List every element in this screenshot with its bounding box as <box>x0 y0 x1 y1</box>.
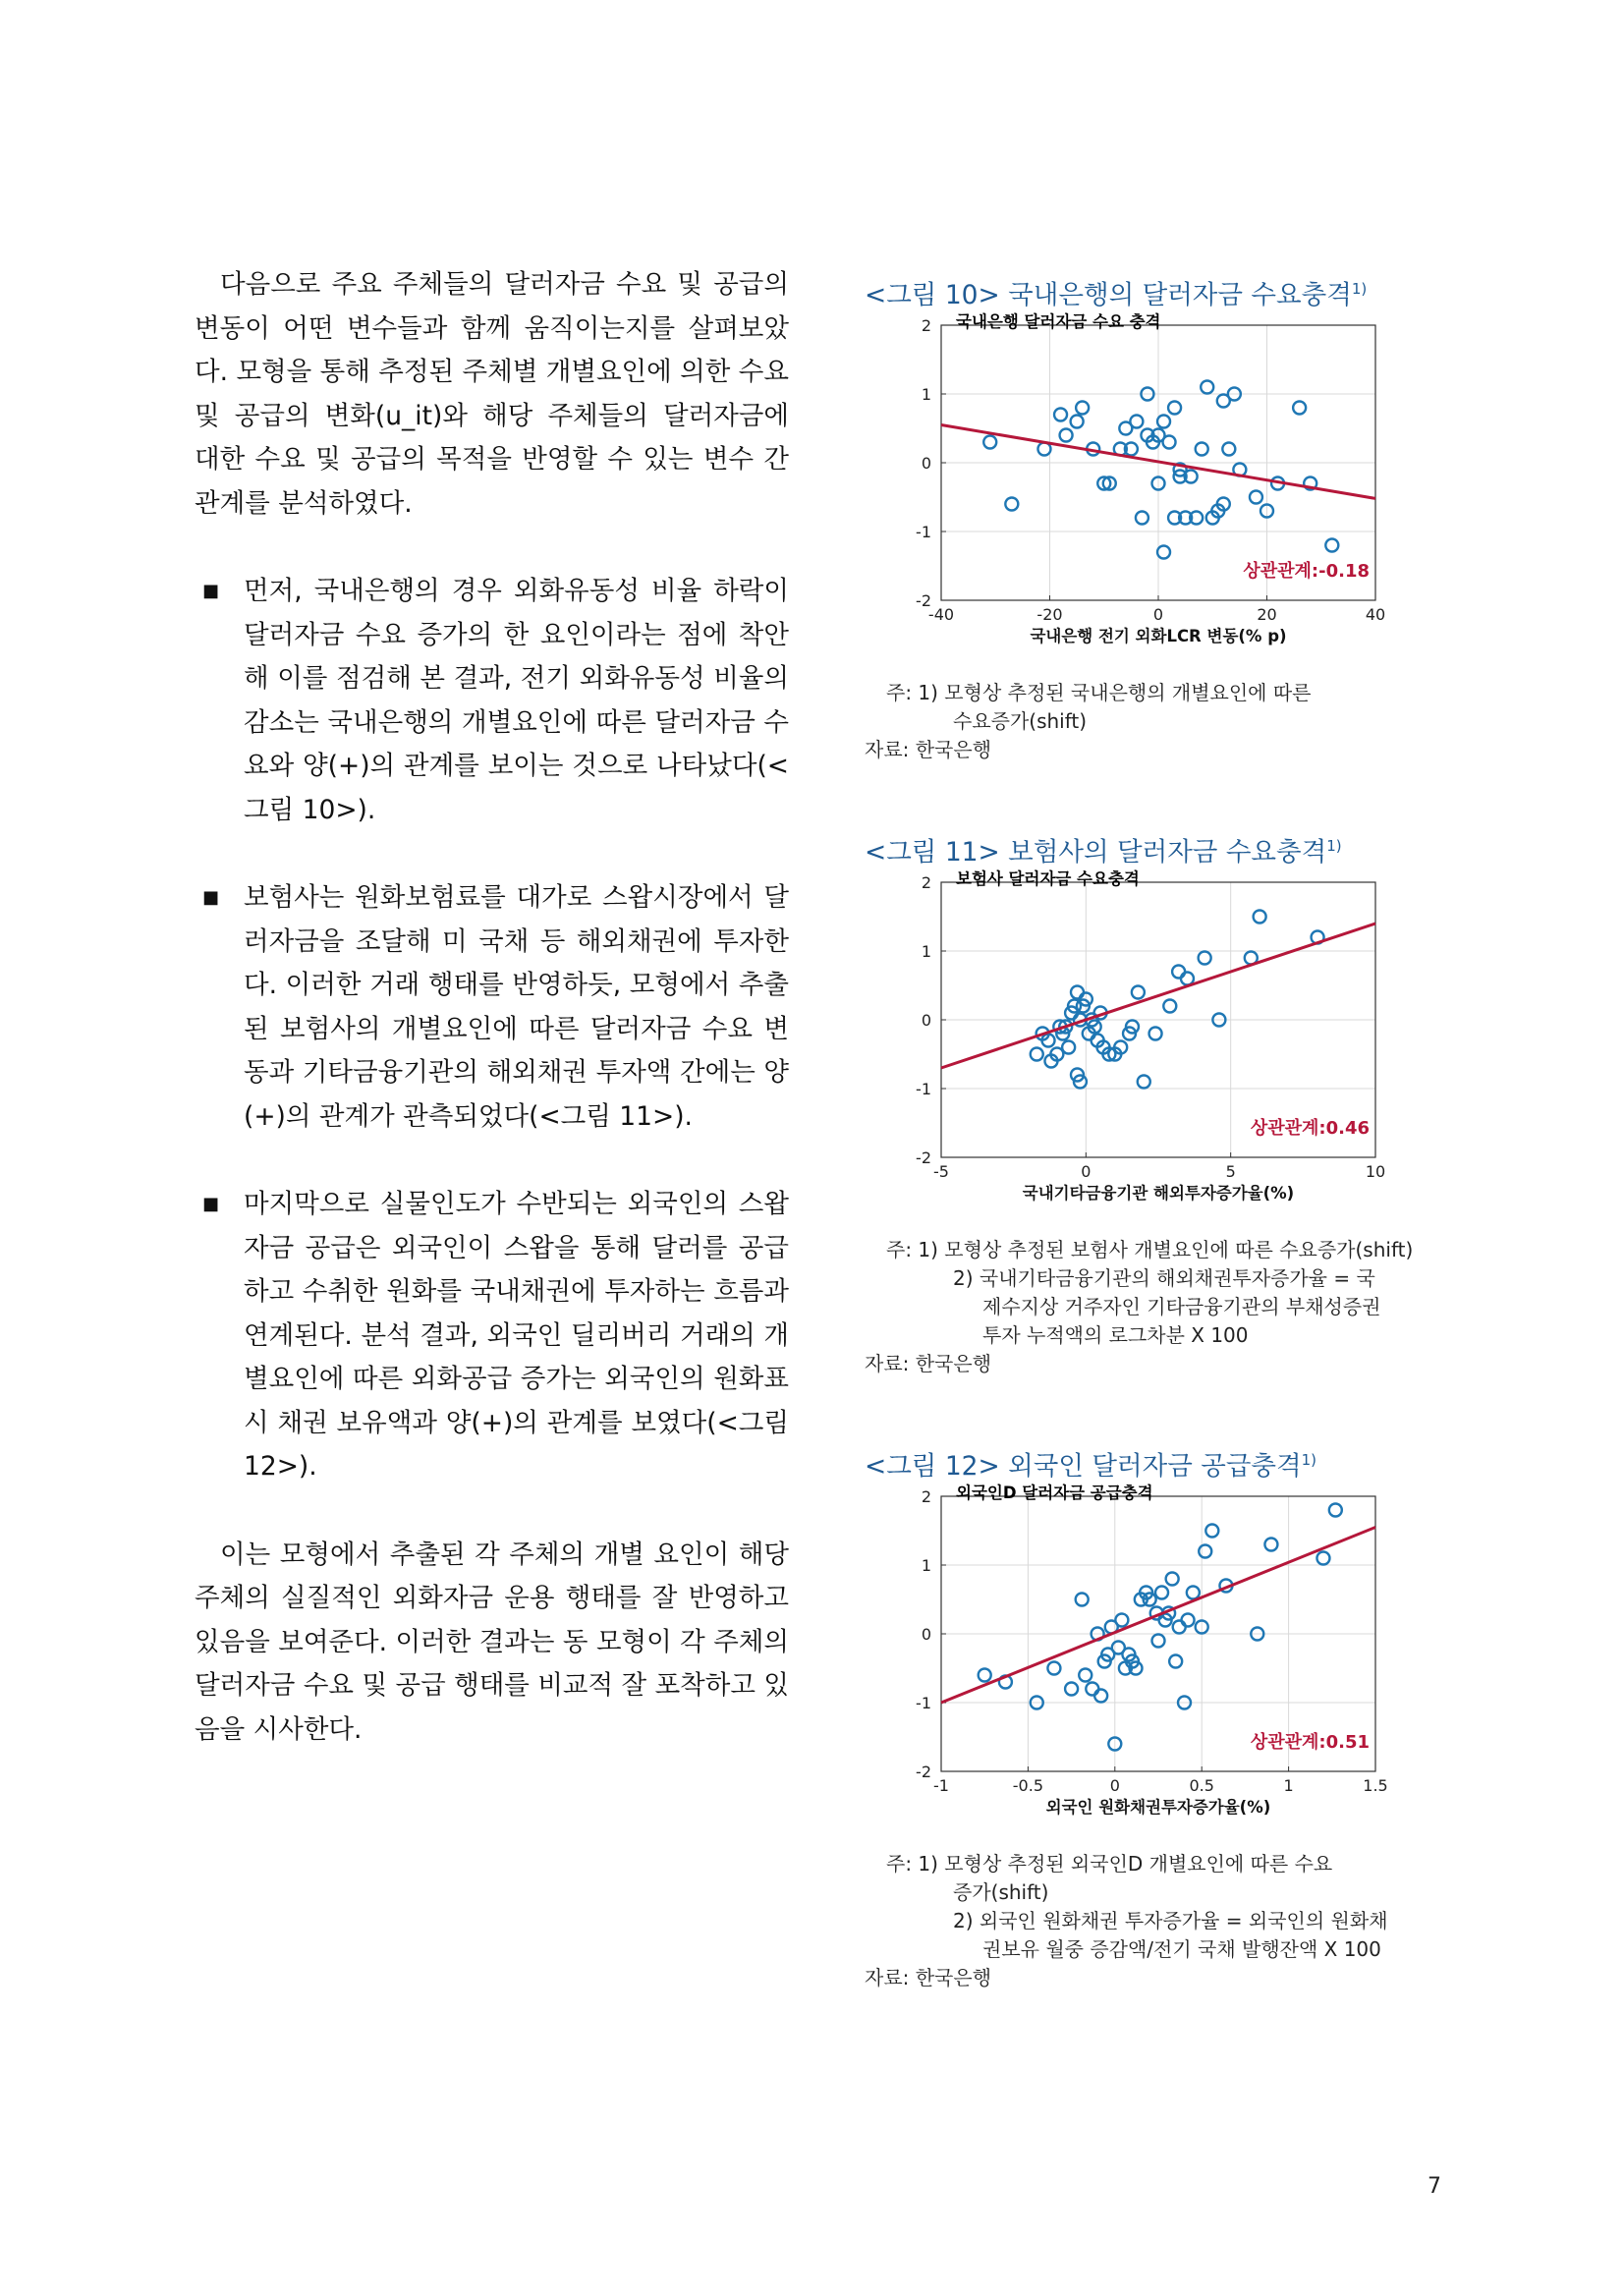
x-tick-label: -0.5 <box>1012 1776 1044 1795</box>
data-point <box>1132 986 1145 999</box>
chart-figure-12 <box>865 1483 1415 1856</box>
data-point <box>1316 1552 1329 1565</box>
x-tick-label: 1 <box>1283 1776 1294 1795</box>
x-tick-label: -1 <box>933 1776 949 1795</box>
data-point <box>1071 416 1084 428</box>
x-tick-label: 0 <box>1109 1776 1120 1795</box>
data-point <box>1005 498 1018 511</box>
data-point <box>1071 986 1084 999</box>
note-line: 주: 1) 모형상 추정된 국내은행의 개별요인에 따른 <box>886 681 1312 704</box>
y-tick-label: 0 <box>921 454 931 473</box>
x-tick-label: 0 <box>1152 605 1164 624</box>
correlation-label: 상관관계:0.51 <box>1250 1732 1370 1753</box>
fit-line <box>941 924 1375 1068</box>
note-line: 수요증가(shift) <box>953 709 1088 733</box>
data-point <box>1054 409 1067 421</box>
chart-title: 국내은행 달러자금 수요 충격 <box>956 312 1161 331</box>
bullet-foreigners: ■ 마지막으로 실물인도가 수반되는 외국인의 스왑자금 공급은 외국인이 스왑을 통해 달러를 공급하고 수취한 원화를 국내채권에 투자하는 흐름과 연계된다. 분석 결과, 외국인 딜리버리 거래의 개별요인에 따른 외화공급 증가는 외국인의 원화표시 채권 보유액과 양(+)의 관계를 보였다(<그림 12>). <box>195 1183 789 1489</box>
figure-title: <그림 12> 외국인 달러자금 공급충격$^{1)}$ <box>865 1451 1317 1482</box>
figure-title: <그림 10> 국내은행의 달러자금 수요충격$^{1)}$ <box>865 280 1368 310</box>
y-tick-label: -1 <box>916 523 931 541</box>
data-point <box>1329 1504 1342 1517</box>
x-axis-label: 국내기타금융기관 해외투자증가율(%) <box>1022 1184 1295 1203</box>
chart-figure-10 <box>865 311 1415 685</box>
data-point <box>1060 429 1073 442</box>
data-point <box>1163 436 1176 449</box>
data-point <box>1157 546 1170 559</box>
data-point <box>1264 1539 1277 1551</box>
chart-title: 보험사 달러자금 수요충격 <box>956 869 1140 888</box>
data-point <box>1182 1614 1195 1627</box>
data-point <box>1062 1041 1075 1054</box>
data-point <box>1163 1000 1176 1013</box>
body-text <box>195 263 789 1752</box>
intro-paragraph: 다음으로 주요 주체들의 달러자금 수요 및 공급의 변동이 어떤 변수들과 함께 움직이는지를 살펴보았다. 모형을 통해 추정된 주체별 개별요인에 의한 수요 및 공급의 변화(u_it)와 해당 주체들의 달러자금에 대한 수요 및 공급의 목적을 반영할 수 있는 변수 간 관계를 분석하였다. <box>195 269 789 519</box>
bullet-marker: ■ <box>202 581 220 601</box>
data-point <box>979 1669 991 1682</box>
figure-notes <box>865 679 1434 764</box>
y-tick-label: -1 <box>916 1080 931 1098</box>
figure-11 <box>865 830 1434 1378</box>
data-point <box>1152 1635 1165 1648</box>
correlation-label: 상관관계:-0.18 <box>1243 561 1370 582</box>
note-line: 주: 1) 모형상 추정된 외국인D 개별요인에 따른 수요 <box>886 1852 1333 1876</box>
data-point <box>1181 973 1194 985</box>
bullet-banks: ■ 먼저, 국내은행의 경우 외화유동성 비율 하락이 달러자금 수요 증가의 한 요인이라는 점에 착안해 이를 점검해 본 결과, 전기 외화유동성 비율의 감소는 국내은행의 개별요인에 따른 달러자금 수요와 양(+)의 관계를 보이는 것으로 나타났다(<그림 10>). <box>195 570 789 832</box>
data-point <box>1196 443 1208 456</box>
data-point <box>1094 1690 1107 1703</box>
data-point <box>1199 1545 1211 1558</box>
data-point <box>1166 1573 1179 1586</box>
note-line: 2) 국내기타금융기관의 해외채권투자증가율 = 국 <box>953 1266 1375 1290</box>
x-tick-label: 5 <box>1225 1162 1236 1181</box>
data-point <box>1076 402 1089 415</box>
y-tick-label: -2 <box>916 1763 931 1781</box>
data-point <box>1031 1048 1043 1061</box>
data-point <box>1079 1669 1092 1682</box>
x-tick-label: -40 <box>927 605 955 624</box>
x-tick-label: 1.5 <box>1363 1776 1388 1795</box>
data-point <box>1065 1683 1078 1696</box>
y-tick-label: -1 <box>916 1694 931 1712</box>
data-point <box>1047 1662 1060 1675</box>
correlation-label: 상관관계:0.46 <box>1250 1118 1370 1139</box>
x-tick-label: 40 <box>1365 605 1386 624</box>
y-tick-label: 1 <box>921 1556 931 1575</box>
y-tick-label: -2 <box>916 1148 931 1167</box>
figure-notes <box>865 1850 1434 1992</box>
data-point <box>1222 443 1235 456</box>
fit-line <box>941 1528 1375 1704</box>
x-tick-label: 10 <box>1365 1162 1386 1181</box>
data-point <box>1169 1655 1182 1668</box>
x-tick-label: 0.5 <box>1189 1776 1214 1795</box>
bullet-insurers: ■ 보험사는 원화보험료를 대가로 스왑시장에서 달러자금을 조달해 미 국채 등 해외채권에 투자한다. 이러한 거래 행태를 반영하듯, 모형에서 추출된 보험사의 개별요인에 따른 달러자금 수요 변동과 기타금융기관의 해외채권 투자액 간에는 양(+)의 관계가 관측되었다(<그림 11>). <box>195 876 789 1139</box>
figure-title: <그림 11> 보험사의 달러자금 수요충격$^{1)}$ <box>865 837 1342 868</box>
note-line: 증가(shift) <box>953 1880 1049 1904</box>
data-point <box>1187 1587 1200 1599</box>
figure-notes <box>865 1236 1434 1378</box>
source-line: 자료: 한국은행 <box>865 738 992 761</box>
x-axis-label: 국내은행 전기 외화LCR 변동(% p) <box>1030 627 1287 645</box>
data-point <box>1086 1683 1098 1696</box>
y-tick-label: 2 <box>921 1487 931 1506</box>
y-tick-label: 0 <box>921 1011 931 1030</box>
conclusion-paragraph: 이는 모형에서 추출된 각 주체의 개별 요인이 해당 주체의 실질적인 외화자금 운용 행태를 잘 반영하고 있음을 보여준다. 이러한 결과는 동 모형이 각 주체의 달러자금 수요 및 공급 행태를 비교적 잘 포착하고 있음을 시사한다. <box>195 1539 789 1745</box>
chart-figure-11 <box>865 868 1415 1242</box>
note-line: 주: 1) 모형상 추정된 보험사 개별요인에 따른 수요증가(shift) <box>886 1238 1414 1261</box>
note-line: 제수지상 거주자인 기타금융기관의 부채성증권 <box>982 1295 1381 1318</box>
note-line: 권보유 월중 증감액/전기 국채 발행잔액 X 100 <box>982 1937 1381 1961</box>
source-line: 자료: 한국은행 <box>865 1352 992 1375</box>
source-line: 자료: 한국은행 <box>865 1966 992 1989</box>
x-tick-label: -20 <box>1036 605 1063 624</box>
note-line: 투자 누적액의 로그차분 X 100 <box>982 1323 1249 1347</box>
data-point <box>1199 952 1211 965</box>
data-point <box>1168 402 1181 415</box>
data-point <box>1130 416 1143 428</box>
data-point <box>1201 381 1213 394</box>
data-point <box>1155 1587 1168 1599</box>
data-point <box>1254 911 1266 924</box>
data-point <box>1157 416 1170 428</box>
data-point <box>983 436 996 449</box>
x-tick-label: -5 <box>933 1162 949 1181</box>
chart-title: 외국인D 달러자금 공급충격 <box>956 1484 1153 1502</box>
data-point <box>1250 491 1262 504</box>
figure-10 <box>865 273 1434 764</box>
data-point <box>1136 512 1148 525</box>
x-axis-label: 외국인 원화채권투자증가율(%) <box>1045 1798 1271 1817</box>
data-point <box>1173 1621 1186 1634</box>
y-tick-label: -2 <box>916 591 931 610</box>
x-tick-label: 20 <box>1257 605 1277 624</box>
note-line: 2) 외국인 원화채권 투자증가율 = 외국인의 원화채 <box>953 1909 1388 1932</box>
data-point <box>1076 1594 1089 1606</box>
data-point <box>1115 1614 1128 1627</box>
y-tick-label: 1 <box>921 942 931 961</box>
data-point <box>1325 539 1338 552</box>
data-point <box>1205 1525 1218 1538</box>
page-number: 7 <box>1428 2174 1441 2199</box>
data-point <box>1149 1028 1162 1040</box>
data-point <box>1293 402 1306 415</box>
bullet-marker: ■ <box>202 887 220 908</box>
y-tick-label: 1 <box>921 385 931 404</box>
data-point <box>1172 966 1185 979</box>
bullet-marker: ■ <box>202 1194 220 1214</box>
y-tick-label: 0 <box>921 1625 931 1644</box>
data-point <box>1138 1076 1150 1089</box>
x-tick-label: 0 <box>1081 1162 1092 1181</box>
y-tick-label: 2 <box>921 316 931 335</box>
figure-12 <box>865 1444 1434 1992</box>
y-tick-label: 2 <box>921 873 931 892</box>
